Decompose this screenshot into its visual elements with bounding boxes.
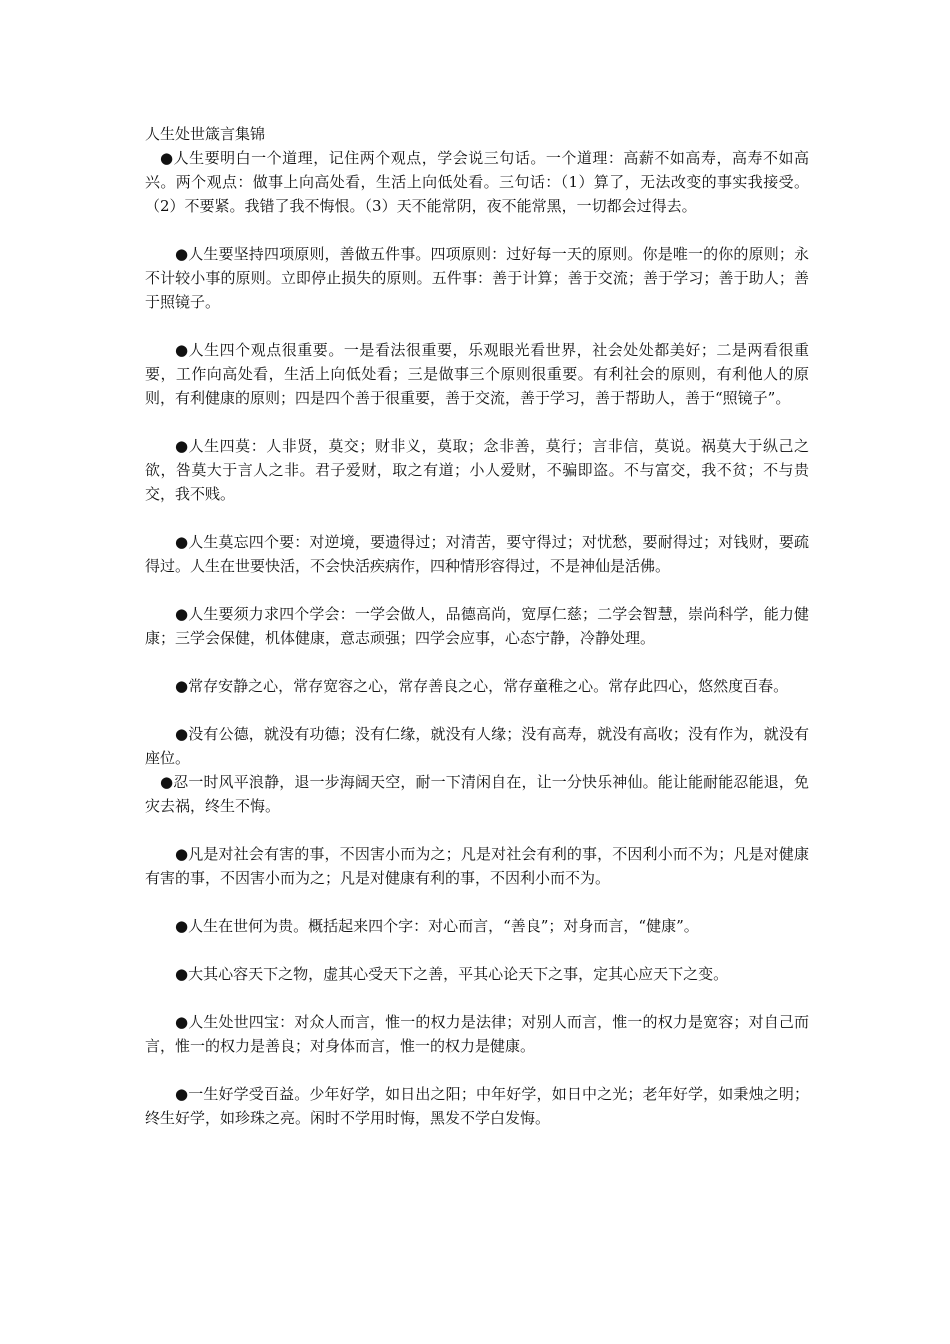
paragraph-6: ●人生要须力求四个学会：一学会做人，品德高尚，宽厚仁慈；二学会智慧，崇尚科学，能力健康；三学会保健，机体健康，意志顽强；四学会应事，心态宁静，冷静处理。 [145, 605, 809, 647]
paragraph-5: ●人生莫忘四个要：对逆境，要遗得过；对清苦，要守得过；对忧愁，要耐得过；对钱财，要疏得过。人生在世要快活，不会快活疾病作，四种情形容得过，不是神仙是活佛。 [145, 533, 809, 575]
document-body [145, 122, 809, 1130]
paragraph-7: ●常存安静之心，常存宽容之心，常存善良之心，常存童稚之心。常存此四心，悠然度百春。 [175, 677, 789, 695]
paragraph-14: ●一生好学受百益。少年好学，如日出之阳；中年好学，如日中之光；老年好学，如秉烛之明；终生好学，如珍珠之亮。闲时不学用时悔，黑发不学白发悔。 [145, 1085, 809, 1127]
paragraph-9: ●忍一时风平浪静，退一步海阔天空，耐一下清闲自在，让一分快乐神仙。能让能耐能忍能退，免灾去祸，终生不悔。 [145, 773, 809, 815]
paragraph-10: ●凡是对社会有害的事，不因害小而为之；凡是对社会有利的事，不因利小而不为；凡是对健康有害的事，不因害小而为之；凡是对健康有利的事，不因利小而不为。 [145, 845, 809, 887]
paragraph-8: ●没有公德，就没有功德；没有仁缘，就没有人缘；没有高寿，就没有高收；没有作为，就没有座位。 [145, 725, 809, 767]
paragraph-12: ●大其心容天下之物，虚其心受天下之善，平其心论天下之事，定其心应天下之变。 [175, 965, 729, 983]
paragraph-3: ●人生四个观点很重要。一是看法很重要，乐观眼光看世界，社会处处都美好；二是两看很重要，工作向高处看，生活上向低处看；三是做事三个原则很重要。有利社会的原则，有利他人的原则，有利健康的原则；四是四个善于很重要，善于交流，善于学习，善于帮助人，善于“照镜子”。 [145, 341, 809, 407]
paragraph-13: ●人生处世四宝：对众人而言，惟一的权力是法律；对别人而言，惟一的权力是宽容；对自己而言，惟一的权力是善良；对身体而言，惟一的权力是健康。 [145, 1013, 809, 1055]
paragraph-1: ●人生要明白一个道理，记住两个观点，学会说三句话。一个道理：高薪不如高寿，高寿不如高兴。两个观点：做事上向高处看，生活上向低处看。三句话：（1）算了，无法改变的事实我接受。（2）不要紧。我错了我不悔恨。（3）天不能常阴，夜不能常黑，一切都会过得去。 [145, 149, 809, 215]
document-title: 人生处世箴言集锦 [145, 125, 266, 143]
paragraph-2: ●人生要坚持四项原则，善做五件事。四项原则：过好每一天的原则。你是唯一的你的原则；永不计较小事的原则。立即停止损失的原则。五件事：善于计算；善于交流；善于学习；善于助人；善于照镜子。 [145, 245, 809, 311]
paragraph-4: ●人生四莫：人非贤，莫交；财非义，莫取；念非善，莫行；言非信，莫说。祸莫大于纵己之欲，咎莫大于言人之非。君子爱财，取之有道；小人爱财，不骗即盗。不与富交，我不贫；不与贵交，我不贱。 [145, 437, 809, 503]
paragraph-11: ●人生在世何为贵。概括起来四个字：对心而言，“善良”；对身而言，“健康”。 [175, 917, 699, 935]
